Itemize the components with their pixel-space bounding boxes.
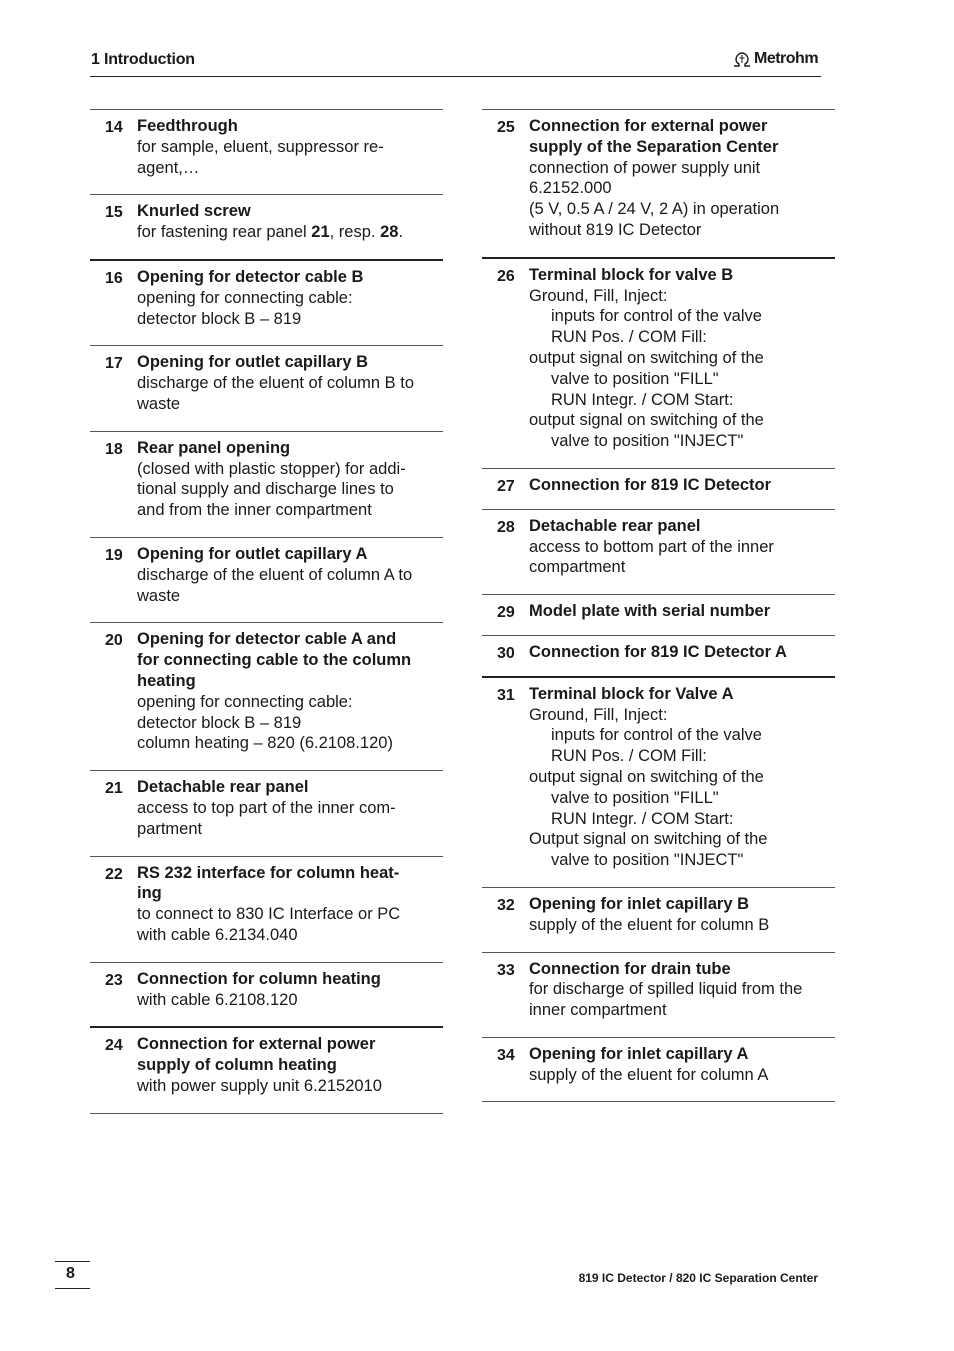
entry-description-line <box>529 725 835 746</box>
description-text: RUN Integr. / COM Start: <box>551 390 734 409</box>
entry-description-line <box>137 819 443 840</box>
entry-title: Detachable rear panel <box>529 516 701 535</box>
entry-description-line <box>529 199 835 220</box>
entry-title: Detachable rear panel <box>137 778 309 797</box>
legend-column-right <box>482 109 835 1102</box>
entry-description-line <box>529 369 835 390</box>
entry-number: 34 <box>497 1046 515 1064</box>
entry-title: Terminal block for Valve A <box>529 684 734 703</box>
description-text: waste <box>137 586 181 605</box>
description-text: RUN Pos. / COM Fill: <box>551 328 707 347</box>
entry-title: supply of column heating <box>137 1056 337 1075</box>
entry-description-line <box>137 904 443 925</box>
entry-description-line <box>529 327 835 348</box>
entry-number: 27 <box>497 477 515 495</box>
description-text: , resp. <box>329 223 381 242</box>
entry-description-line <box>137 459 443 480</box>
entry-number: 21 <box>105 780 123 798</box>
entry-description-line <box>529 220 835 241</box>
description-text: to connect to 830 IC Interface or PC <box>137 905 401 924</box>
legend-entry <box>482 952 835 1037</box>
description-text: valve to position "INJECT" <box>551 432 744 451</box>
item-reference: 28 <box>380 223 399 242</box>
entry-title: Opening for inlet capillary B <box>529 894 750 913</box>
legend-entry <box>482 887 835 952</box>
description-text: with cable 6.2108.120 <box>137 990 298 1009</box>
entry-description-line <box>529 431 835 452</box>
entry-description-line <box>529 557 835 578</box>
entry-description-line <box>137 565 443 586</box>
column-end-rule <box>90 1113 443 1114</box>
legend-column-left <box>90 109 443 1114</box>
entry-number: 19 <box>105 546 123 564</box>
metrohm-omega-icon <box>732 50 752 68</box>
entry-description-line <box>529 809 835 830</box>
header-rule <box>90 76 821 77</box>
description-text: valve to position "FILL" <box>551 369 719 388</box>
entry-description-line <box>137 925 443 946</box>
entry-description-line <box>137 990 443 1011</box>
entry-title: ing <box>137 884 162 903</box>
legend-entry <box>90 345 443 430</box>
description-text: opening for connecting cable: <box>137 288 353 307</box>
description-text: access to bottom part of the inner <box>529 537 774 556</box>
entry-number: 14 <box>105 119 123 136</box>
brand-logo <box>732 50 818 68</box>
document-title: 819 IC Detector / 820 IC Separation Center <box>578 1271 818 1285</box>
description-text: access to top part of the inner com- <box>137 798 396 817</box>
description-text: . <box>398 223 404 242</box>
entry-title: Knurled screw <box>137 202 251 221</box>
description-text: Output signal on switching of the <box>529 830 768 849</box>
entry-title: heating <box>137 671 196 690</box>
entry-description-line <box>137 373 443 394</box>
entry-description-line <box>529 537 835 558</box>
legend-entry <box>90 259 443 345</box>
legend-entry <box>482 109 835 257</box>
entry-description-line <box>529 286 835 307</box>
description-text: inner compartment <box>529 1001 667 1020</box>
entry-description-line <box>529 979 835 1000</box>
description-text: waste <box>137 394 181 413</box>
entry-title: Opening for detector cable A and <box>137 630 397 649</box>
entry-number: 30 <box>497 644 515 662</box>
description-text: for sample, eluent, suppressor re- <box>137 137 384 156</box>
entry-title: Connection for column heating <box>137 969 381 988</box>
entry-number: 29 <box>497 604 515 622</box>
entry-description-line <box>529 158 835 179</box>
entry-description-line <box>529 178 835 199</box>
legend-entry <box>90 962 443 1027</box>
entry-number: 28 <box>497 518 515 536</box>
entry-number: 20 <box>105 632 123 650</box>
description-text: detector block B – 819 <box>137 309 302 328</box>
entry-description-line <box>529 705 835 726</box>
entry-description-line <box>529 850 835 871</box>
entry-description-line <box>137 137 443 158</box>
description-text: (closed with plastic stopper) for addi- <box>137 459 406 478</box>
entry-description-line <box>529 1000 835 1021</box>
description-text: with cable 6.2134.040 <box>137 925 298 944</box>
entry-description-line <box>137 222 443 243</box>
entry-number: 23 <box>105 971 123 989</box>
entry-description-line <box>137 713 443 734</box>
description-text: tional supply and discharge lines to <box>137 480 394 499</box>
description-text: valve to position "INJECT" <box>551 851 744 870</box>
entry-title: Connection for 819 IC Detector A <box>529 642 787 661</box>
legend-entry <box>90 622 443 770</box>
legend-entry <box>482 468 835 509</box>
legend-entry <box>482 594 835 635</box>
entry-description-line <box>137 479 443 500</box>
entry-title: Connection for 819 IC Detector <box>529 475 772 494</box>
description-text: 6.2152.000 <box>529 179 612 198</box>
entry-number: 31 <box>497 686 515 704</box>
description-text: output signal on switching of the <box>529 767 764 786</box>
entry-title: Terminal block for valve B <box>529 265 734 284</box>
entry-description-line <box>529 1065 835 1086</box>
entry-description-line <box>137 798 443 819</box>
legend-entry <box>90 770 443 855</box>
description-text: without 819 IC Detector <box>529 220 702 239</box>
entry-number: 15 <box>105 204 123 222</box>
entry-description-line <box>137 586 443 607</box>
entry-description-line <box>529 767 835 788</box>
description-text: inputs for control of the valve <box>551 726 762 745</box>
entry-description-line <box>529 410 835 431</box>
entry-title: Opening for outlet capillary A <box>137 544 368 563</box>
description-text: opening for connecting cable: <box>137 692 353 711</box>
entry-description-line <box>529 915 835 936</box>
entry-title: for connecting cable to the column <box>137 651 412 670</box>
description-text: (5 V, 0.5 A / 24 V, 2 A) in operation <box>529 200 780 219</box>
description-text: for fastening rear panel <box>137 223 312 242</box>
description-text: Ground, Fill, Inject: <box>529 705 668 724</box>
description-text: compartment <box>529 558 626 577</box>
entry-description-line <box>137 500 443 521</box>
description-text: discharge of the eluent of column A to <box>137 565 413 584</box>
legend-entry <box>482 257 835 468</box>
description-text: output signal on switching of the <box>529 348 764 367</box>
description-text: RUN Pos. / COM Fill: <box>551 747 707 766</box>
entry-title: RS 232 interface for column heat- <box>137 863 400 882</box>
entry-description-line <box>137 733 443 754</box>
legend-entry <box>90 537 443 622</box>
legend-entry <box>482 1037 835 1102</box>
entry-title: Connection for external power <box>137 1035 376 1054</box>
description-text: with power supply unit 6.2152010 <box>137 1076 382 1095</box>
description-text: agent,… <box>137 158 200 177</box>
legend-entry <box>90 109 443 194</box>
entry-description-line <box>137 309 443 330</box>
entry-description-line <box>137 692 443 713</box>
entry-description-line <box>529 348 835 369</box>
legend-entry <box>482 635 835 676</box>
legend-entry <box>90 856 443 962</box>
description-text: Ground, Fill, Inject: <box>529 286 668 305</box>
entry-title: Feedthrough <box>137 117 238 135</box>
entry-title: Opening for outlet capillary B <box>137 353 369 372</box>
entry-description-line <box>137 288 443 309</box>
entry-description-line <box>137 158 443 179</box>
entry-title: supply of the Separation Center <box>529 137 779 156</box>
entry-description-line <box>529 746 835 767</box>
entry-description-line <box>529 788 835 809</box>
description-text: valve to position "FILL" <box>551 788 719 807</box>
entry-number: 33 <box>497 961 515 979</box>
description-text: supply of the eluent for column B <box>529 915 770 934</box>
entry-number: 17 <box>105 355 123 373</box>
column-end-rule <box>482 1101 835 1102</box>
entry-title: Connection for external power <box>529 117 768 135</box>
entry-description-line <box>137 394 443 415</box>
legend-entry <box>482 509 835 594</box>
description-text: and from the inner compartment <box>137 501 372 520</box>
entry-number: 32 <box>497 896 515 914</box>
brand-name: Metrohm <box>754 50 819 67</box>
description-text: for discharge of spilled liquid from the <box>529 980 803 999</box>
entry-number: 16 <box>105 269 123 287</box>
entry-number: 25 <box>497 119 515 136</box>
entry-title: Opening for detector cable B <box>137 267 364 286</box>
entry-description-line <box>529 829 835 850</box>
entry-description-line <box>529 306 835 327</box>
description-text: column heating – 820 (6.2108.120) <box>137 734 393 753</box>
description-text: partment <box>137 819 203 838</box>
item-reference: 21 <box>311 223 330 242</box>
legend-entry <box>90 1026 443 1112</box>
entry-title: Rear panel opening <box>137 438 291 457</box>
description-text: detector block B – 819 <box>137 713 302 732</box>
entry-title: Opening for inlet capillary A <box>529 1044 749 1063</box>
page-number: 8 <box>66 1265 75 1282</box>
description-text: RUN Integr. / COM Start: <box>551 809 734 828</box>
legend-entry <box>90 194 443 259</box>
entry-number: 26 <box>497 267 515 285</box>
entry-number: 22 <box>105 865 123 883</box>
description-text: discharge of the eluent of column B to <box>137 374 415 393</box>
entry-number: 18 <box>105 440 123 458</box>
legend-entry <box>90 431 443 537</box>
legend-entry <box>482 676 835 887</box>
entry-title: Model plate with serial number <box>529 602 771 621</box>
description-text: supply of the eluent for column A <box>529 1065 769 1084</box>
entry-description-line <box>529 390 835 411</box>
description-text: output signal on switching of the <box>529 411 764 430</box>
entry-title: Connection for drain tube <box>529 959 731 978</box>
entry-description-line <box>137 1076 443 1097</box>
description-text: connection of power supply unit <box>529 158 761 177</box>
description-text: inputs for control of the valve <box>551 307 762 326</box>
section-title: 1 Introduction <box>91 51 195 68</box>
entry-number: 24 <box>105 1037 123 1055</box>
